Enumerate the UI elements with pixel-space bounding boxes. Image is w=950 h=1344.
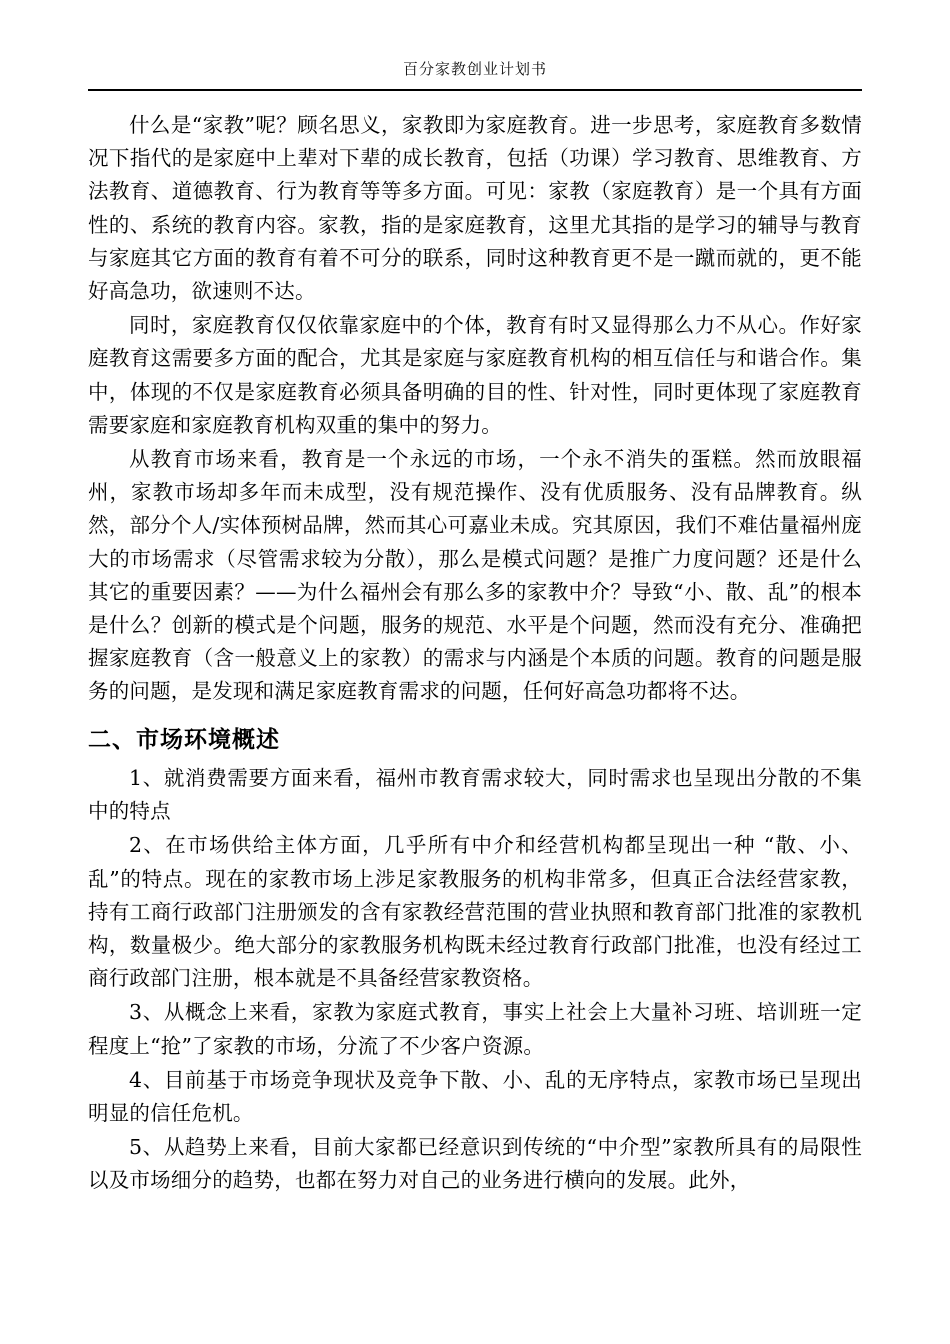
paragraph: 从教育市场来看，教育是一个永远的市场，一个永不消失的蛋糕。然而放眼福州，家教市场却多年而未成型，没有规范操作、没有优质服务、没有品牌教育。纵然，部分个人/实体预树品牌，然而其心可嘉业未成。究其原因，我们不难估量福州庞大的市场需求（尽管需求较为分散），那么是模式问题？是推广力度问题？还是什么其它的重要因素？——为什么福州会有那么多的家教中介？导致“小、散、乱”的根本是什么？创新的模式是个问题，服务的规范、水平是个问题，然而没有充分、准确把握家庭教育（含一般意义上的家教）的需求与内涵是个本质的问题。教育的问题是服务的问题，是发现和满足家庭教育需求的问题，任何好高急功都将不达。	[88, 447, 862, 704]
document-body	[88, 109, 862, 1198]
paragraph: 什么是“家教”呢？顾名思义，家教即为家庭教育。进一步思考，家庭教育多数情况下指代的是家庭中上辈对下辈的成长教育，包括（功课）学习教育、思维教育、方法教育、道德教育、行为教育等等多方面。可见：家教（家庭教育）是一个具有方面性的、系统的教育内容。家教，指的是家庭教育，这里尤其指的是学习的辅导与教育与家庭其它方面的教育有着不可分的联系，同时这种教育更不是一蹴而就的，更不能好高急功，欲速则不达。	[88, 113, 862, 304]
list-item: 5、从趋势上来看，目前大家都已经意识到传统的“中介型”家教所具有的局限性以及市场细分的趋势，也都在努力对自己的业务进行横向的发展。此外，	[88, 1135, 862, 1193]
header-divider	[88, 89, 862, 91]
list-item: 2、在市场供给主体方面，几乎所有中介和经营机构都呈现出一种 “散、小、乱”的特点。现在的家教市场上涉足家教服务的机构非常多，但真正合法经营家教，持有工商行政部门注册颁发的含有家教经营范围的营业执照和教育部门批准的家教机构，数量极少。绝大部分的家教服务机构既未经过教育行政部门批准，也没有经过工商行政部门注册，根本就是不具备经营家教资格。	[88, 833, 862, 991]
page-header: 百分家教创业计划书	[402, 60, 547, 78]
list-item: 3、从概念上来看，家教为家庭式教育，事实上社会上大量补习班、培训班一定程度上“抢”了家教的市场，分流了不少客户资源。	[88, 1000, 862, 1058]
list-item: 1、就消费需要方面来看，福州市教育需求较大，同时需求也呈现出分散的不集中的特点	[88, 765, 862, 824]
list-item: 4、目前基于市场竞争现状及竞争下散、小、乱的无序特点，家教市场已呈现出明显的信任危机。	[88, 1067, 862, 1125]
paragraph: 同时，家庭教育仅仅依靠家庭中的个体，教育有时又显得那么力不从心。作好家庭教育这需要多方面的配合，尤其是家庭与家庭教育机构的相互信任与和谐合作。集中，体现的不仅是家庭教育必须具备明确的目的性、针对性，同时更体现了家庭教育需要家庭和家庭教育机构双重的集中的努力。	[88, 313, 862, 437]
section-heading: 二、市场环境概述	[88, 725, 280, 753]
